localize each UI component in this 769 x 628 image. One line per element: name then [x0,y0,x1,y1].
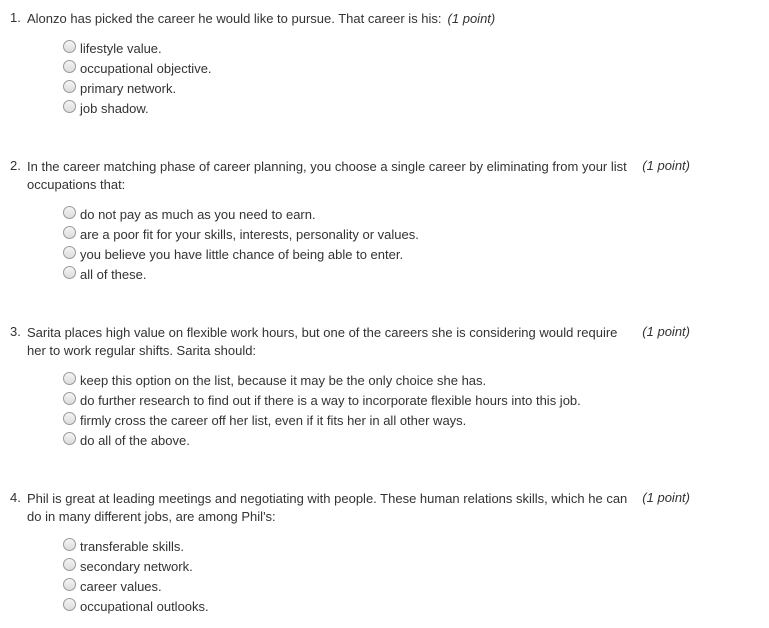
question-text [27,158,637,194]
radio-button[interactable] [63,246,76,259]
question-text [27,10,495,28]
answer-option-label[interactable]: job shadow. [80,101,149,116]
question-text-line: do in many different jobs, are among Phil's: [27,509,276,524]
radio-button[interactable] [63,432,76,445]
question-text [27,490,637,526]
answer-option-label[interactable]: occupational outlooks. [80,599,209,614]
answer-option-label[interactable]: keep this option on the list, because it may be the only choice she has. [80,373,487,388]
question-points: (1 point) [447,11,496,26]
radio-button[interactable] [63,538,76,551]
answer-option-label[interactable]: secondary network. [80,559,193,574]
radio-button[interactable] [63,226,76,239]
radio-button[interactable] [63,80,76,93]
answer-option-label[interactable]: do all of the above. [80,433,190,448]
question-text-line: Alonzo has picked the career he would like to pursue. That career is his: [27,11,442,26]
radio-button[interactable] [63,372,76,385]
question-text-line: Phil is great at leading meetings and negotiating with people. These human relations skills, which he can [27,491,628,506]
answer-option-label[interactable]: transferable skills. [80,539,185,554]
answer-option-label[interactable]: do further research to find out if there is a way to incorporate flexible hours into this job. [80,393,581,408]
answer-option-label[interactable]: career values. [80,579,162,594]
question-points: (1 point) [642,490,690,505]
radio-button[interactable] [63,266,76,279]
question-number: 1. [10,10,21,25]
question-text-line: Sarita places high value on flexible work hours, but one of the careers she is considering would require [27,325,618,340]
radio-button[interactable] [63,100,76,113]
answer-option-label[interactable]: do not pay as much as you need to earn. [80,207,316,222]
question-points: (1 point) [642,324,690,339]
answer-option-label[interactable]: occupational objective. [80,61,212,76]
radio-button[interactable] [63,412,76,425]
answer-option-label[interactable]: are a poor fit for your skills, interests, personality or values. [80,227,419,242]
question-points: (1 point) [642,158,690,173]
radio-button[interactable] [63,558,76,571]
radio-button[interactable] [63,578,76,591]
radio-button[interactable] [63,206,76,219]
radio-button[interactable] [63,598,76,611]
answer-option-label[interactable]: primary network. [80,81,177,96]
question-number: 2. [10,158,21,173]
answer-option-label[interactable]: lifestyle value. [80,41,162,56]
question-text-line: occupations that: [27,177,126,192]
question-text [27,324,637,360]
radio-button[interactable] [63,392,76,405]
answer-option-label[interactable]: firmly cross the career off her list, even if it fits her in all other ways. [80,413,467,428]
question-text-line: In the career matching phase of career planning, you choose a single career by eliminating from your list [27,159,627,174]
radio-button[interactable] [63,60,76,73]
question-number: 4. [10,490,21,505]
question-number: 3. [10,324,21,339]
question-text-line: her to work regular shifts. Sarita should: [27,343,257,358]
radio-button[interactable] [63,40,76,53]
answer-option-label[interactable]: you believe you have little chance of being able to enter. [80,247,404,262]
answer-option-label[interactable]: all of these. [80,267,147,282]
